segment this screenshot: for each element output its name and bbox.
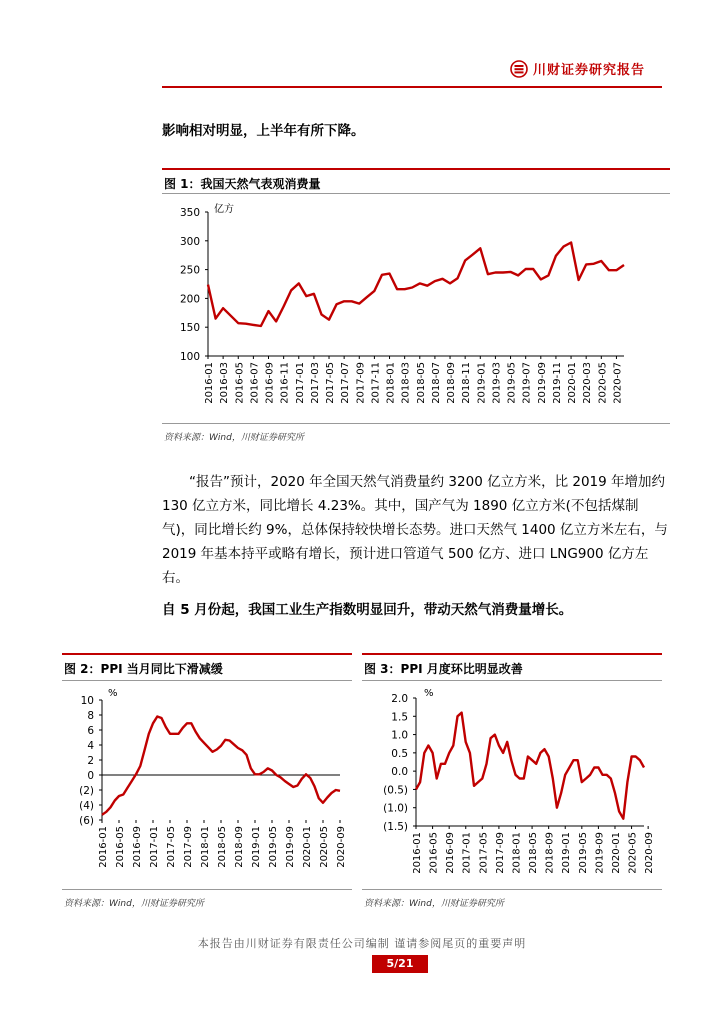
x-tick-label: 2019-05 [577,832,589,874]
x-tick-label: 2018-11 [461,362,473,404]
intro-line: 影响相对明显，上半年有所下降。 [162,123,365,139]
y-tick-label: (6) [79,815,94,827]
header-rule [162,86,662,88]
y-tick-label: (1.0) [383,802,408,815]
x-tick-label: 2017-05 [325,362,337,404]
series-line [416,713,644,819]
figure2-chart [62,684,354,886]
x-tick-label: 2017-09 [494,832,506,874]
y-tick-label: 250 [179,264,200,277]
figure3-title [364,660,523,677]
y-tick-label: (0.5) [383,784,408,797]
x-tick-label: 2019-09 [285,826,296,868]
x-tick-label: 2018-07 [430,362,442,404]
x-tick-label: 2020-07 [612,362,624,404]
x-tick-label: 2018-01 [200,826,211,868]
x-tick-label: 2016-11 [279,362,291,404]
figure1-label: 图 1： [164,177,201,191]
x-tick-label: 2018-05 [528,832,540,874]
x-tick-label: 2020-01 [302,826,313,868]
y-tick-label: 1.5 [391,711,408,724]
figure2-title [64,660,223,677]
x-tick-label: 2020-05 [627,832,639,874]
x-tick-label: 2016-09 [132,826,143,868]
y-tick-label: 150 [179,322,200,335]
x-tick-label: 2020-05 [597,362,609,404]
y-tick-label: 2 [87,755,94,767]
figure2-title-text: PPI 当月同比下滑减缓 [100,662,223,676]
y-tick-label: 4 [87,740,94,752]
x-tick-label: 2018-05 [415,362,427,404]
x-tick-label: 2019-01 [476,362,488,404]
figure3-top-rule [362,653,662,655]
page-number: 5/21 [372,955,428,973]
y-tick-label: 6 [87,725,94,737]
x-tick-label: 2020-09 [336,826,347,868]
x-tick-label: 2020-03 [582,362,594,404]
header-company-title: 川财证券研究报告 [533,63,646,78]
y-tick-label: (1.5) [383,821,408,833]
y-unit-label: 亿方 [214,204,234,215]
x-tick-label: 2017-05 [166,826,177,868]
footer-disclaimer: 本报告由川财证券有限责任公司编制 谨请参阅尾页的重要声明 [197,937,527,950]
series-line [102,717,340,815]
figure2-bottom-rule [62,889,352,890]
figure2-label: 图 2： [64,662,101,676]
x-tick-label: 2016-09 [264,362,276,404]
figure1-top-rule [162,168,670,170]
y-tick-label: 0.0 [391,766,408,779]
x-tick-label: 2019-07 [521,362,533,404]
figure3-source: 资料来源：Wind，川财证券研究所 [364,899,504,909]
x-tick-label: 2016-05 [234,362,246,404]
figure1-chart [162,198,672,420]
figure1-title-rule [162,193,670,194]
x-tick-label: 2017-09 [183,826,194,868]
x-tick-label: 2020-01 [567,362,579,404]
x-tick-label: 2016-01 [98,826,109,868]
y-tick-label: 0.5 [391,747,408,760]
x-tick-label: 2017-01 [461,832,473,874]
x-tick-label: 2018-03 [400,362,412,404]
y-tick-label: 10 [80,695,94,707]
series-line [208,243,624,327]
x-tick-label: 2018-01 [511,832,523,874]
chuancai-logo-icon [510,60,528,78]
figure3-title-rule [362,680,662,681]
x-tick-label: 2019-11 [551,362,563,404]
x-tick-label: 2020-05 [319,826,330,868]
x-tick-label: 2017-01 [149,826,160,868]
y-tick-label: (2) [79,785,94,797]
x-tick-label: 2019-05 [506,362,518,404]
figure3-bottom-rule [362,889,662,890]
x-tick-label: 2019-05 [268,826,279,868]
x-tick-label: 2018-05 [217,826,228,868]
x-tick-label: 2019-03 [491,362,503,404]
x-tick-label: 2016-01 [412,832,423,874]
figure1-source: 资料来源：Wind，川财证券研究所 [164,433,304,443]
figure3-label: 图 3： [364,662,401,676]
x-tick-label: 2017-07 [340,362,352,404]
y-unit-label: % [108,688,118,699]
x-tick-label: 2018-01 [385,362,397,404]
figure2-top-rule [62,653,352,655]
y-tick-label: (4) [79,800,94,812]
x-tick-label: 2020-01 [610,832,622,874]
x-tick-label: 2020-09 [644,832,656,874]
figure2-source: 资料来源：Wind，川财证券研究所 [64,899,204,909]
figure3-title-text: PPI 月度环比明显改善 [400,662,523,676]
x-tick-label: 2016-05 [428,832,440,874]
x-tick-label: 2018-09 [446,362,458,404]
body-paragraph: “报告”预计，2020 年全国天然气消费量约 3200 亿立方米，比 2019 年增加约 130 亿立方米，同比增长 4.23%。其中，国产气为 1890 亿立方米(不包括煤制气)，同比增长约 9%，总体保持较快增长态势。进口天然气 1400 亿立方米左右，与 2019 年基本持平或略有增长，预计进口管道气 500 亿方、进口 LNG900 亿方左右。 [162,474,668,586]
x-tick-label: 2019-01 [251,826,262,868]
x-tick-label: 2016-05 [115,826,126,868]
y-tick-label: 0 [87,770,94,782]
x-tick-label: 2019-09 [594,832,606,874]
x-tick-label: 2016-03 [219,362,231,404]
bold-summary-line: 自 5 月份起，我国工业生产指数明显回升，带动天然气消费量增长。 [162,602,573,618]
y-tick-label: 100 [179,351,200,363]
x-tick-label: 2017-01 [294,362,306,404]
x-tick-label: 2019-09 [536,362,548,404]
y-tick-label: 1.0 [391,729,408,742]
body-paragraph-block [162,470,670,590]
figure1-bottom-rule [162,423,670,424]
figure3-chart [362,684,664,886]
figure1-title [164,175,321,192]
x-tick-label: 2017-11 [370,362,382,404]
x-tick-label: 2016-01 [204,362,215,404]
x-tick-label: 2019-01 [561,832,573,874]
x-tick-label: 2017-09 [355,362,367,404]
y-unit-label: % [424,688,434,699]
figure2-title-rule [62,680,352,681]
y-tick-label: 2.0 [391,693,408,705]
x-tick-label: 2017-05 [478,832,490,874]
x-tick-label: 2018-09 [544,832,556,874]
x-tick-label: 2016-09 [445,832,457,874]
y-tick-label: 350 [179,207,200,219]
y-tick-label: 200 [179,293,200,306]
y-tick-label: 300 [179,235,200,248]
x-tick-label: 2016-07 [249,362,261,404]
figure1-title-text: 我国天然气表观消费量 [200,177,321,191]
x-tick-label: 2017-03 [309,362,321,404]
x-tick-label: 2018-09 [234,826,245,868]
y-tick-label: 8 [87,710,94,722]
